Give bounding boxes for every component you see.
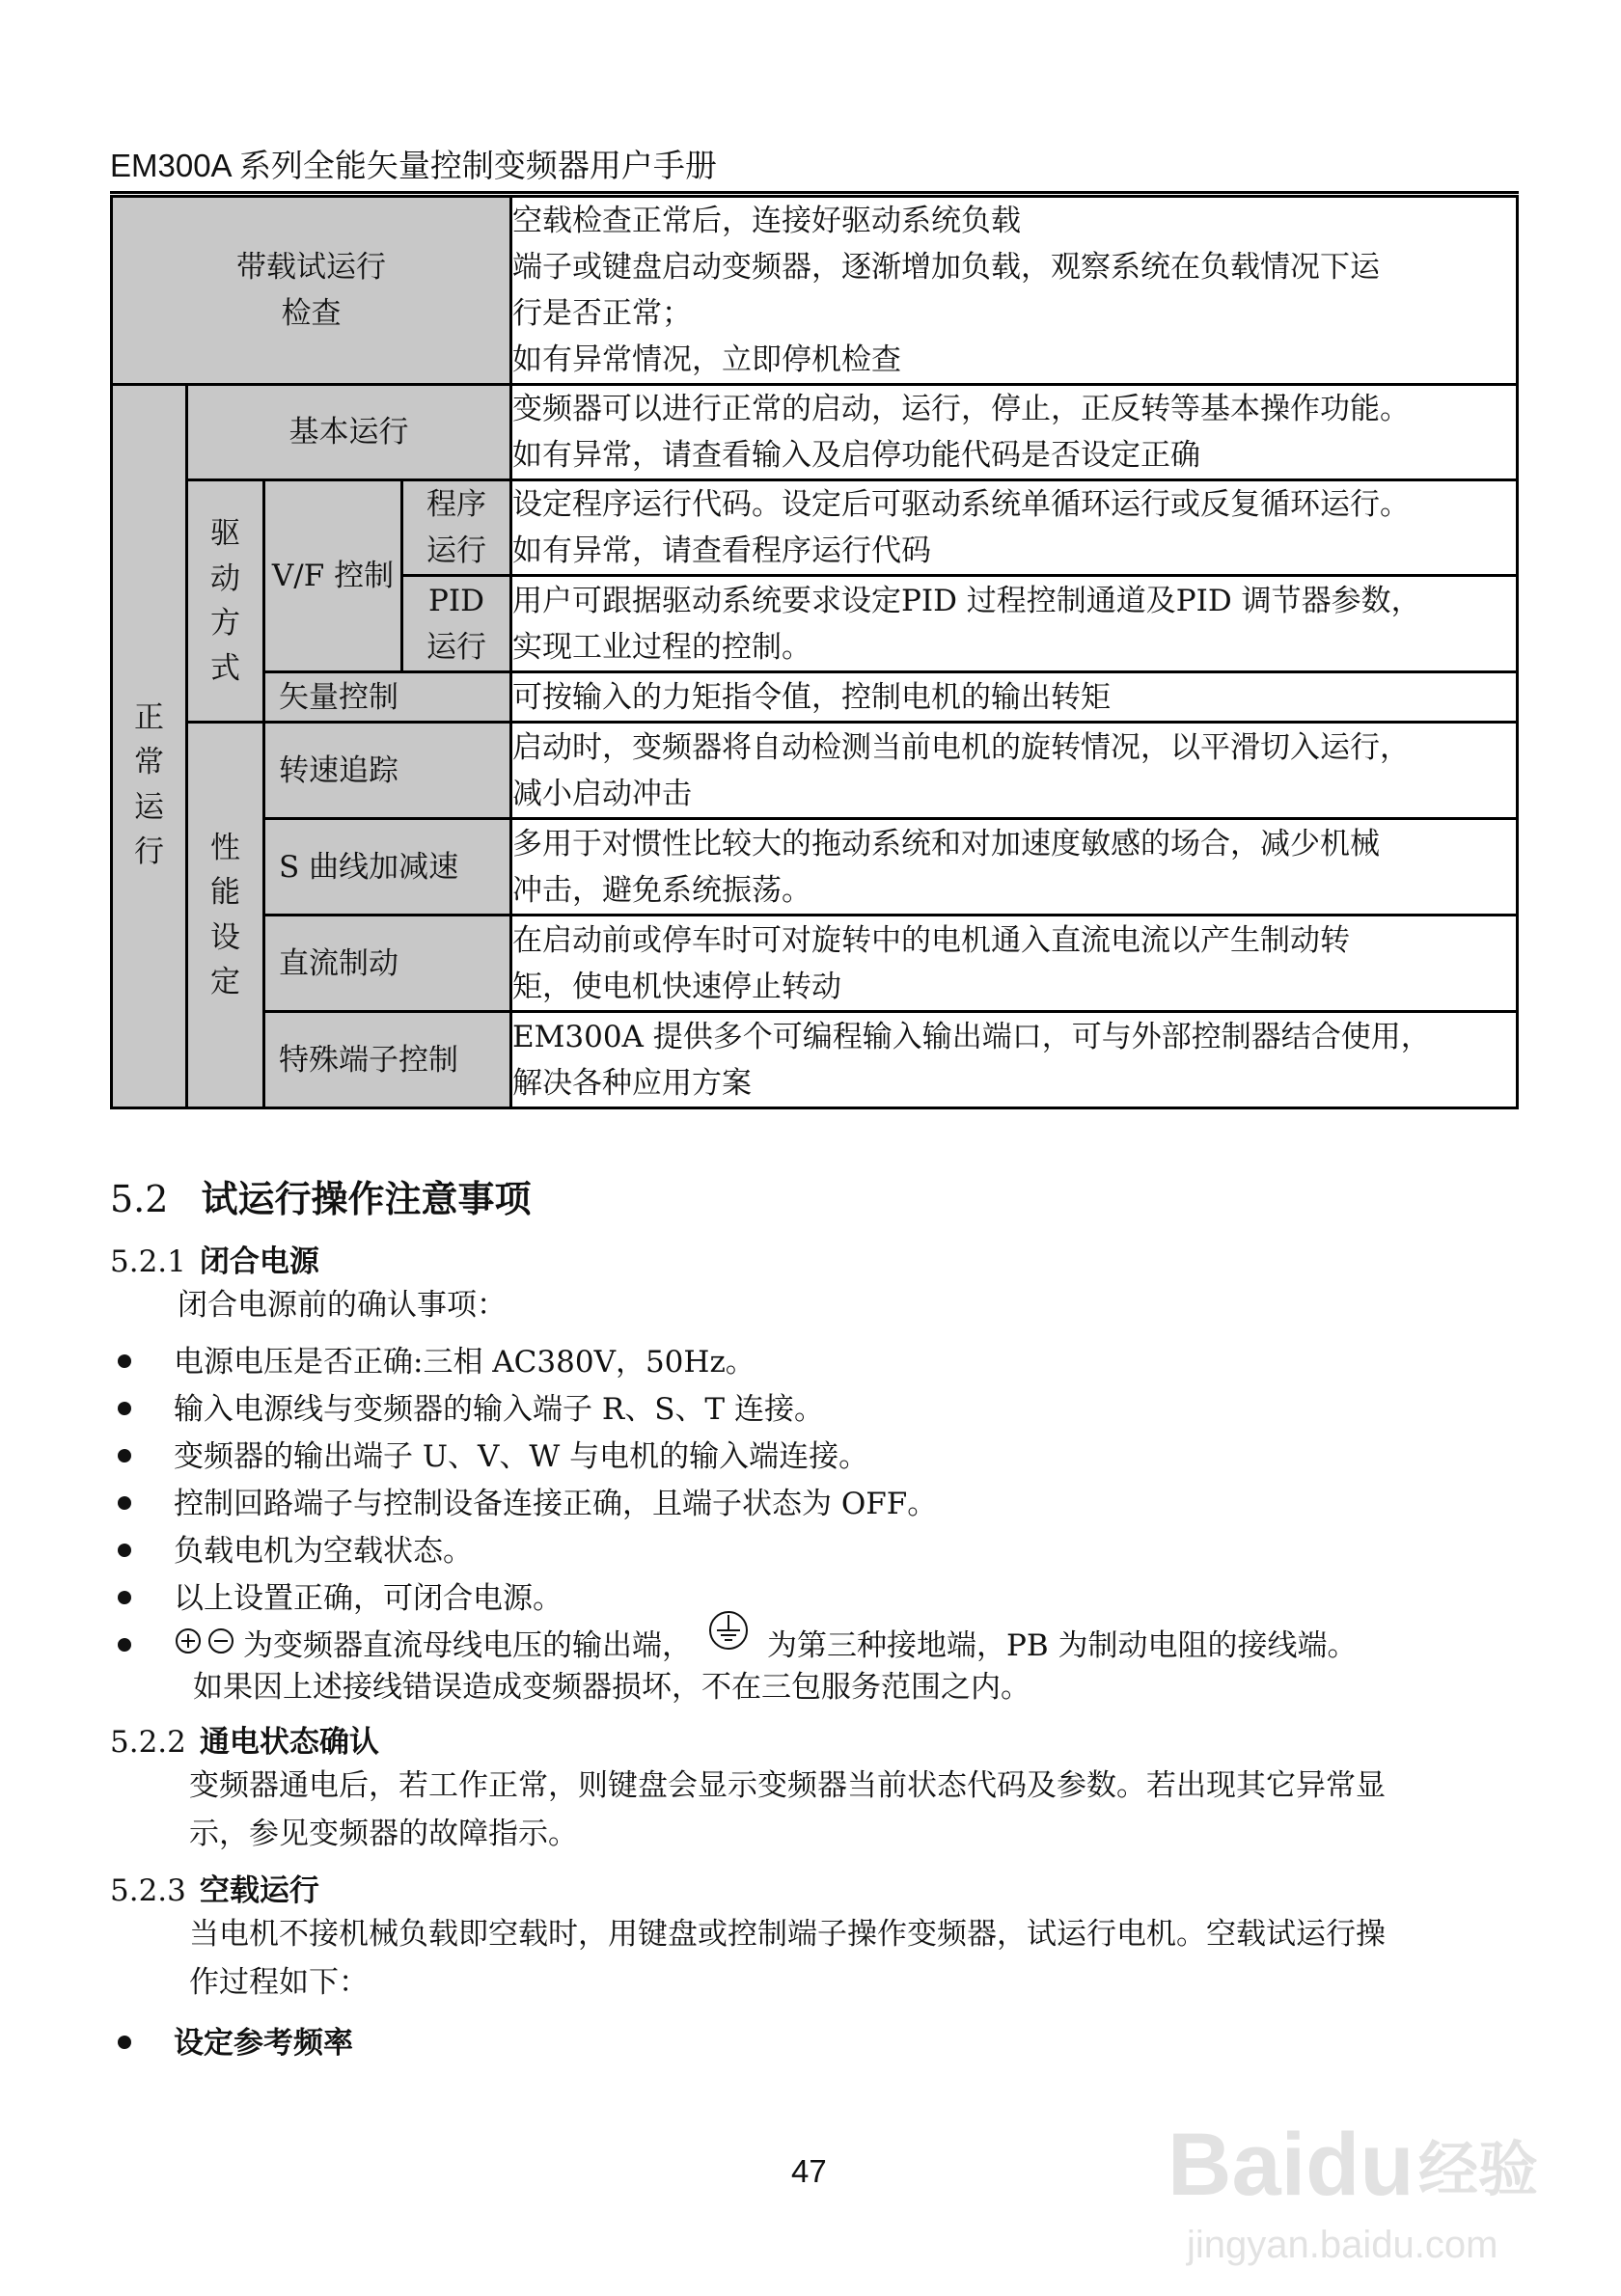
symbol-text-a: 为变频器直流母线电压的输出端， <box>243 1628 692 1663</box>
list-item <box>118 1384 824 1428</box>
drive-mode-label <box>187 480 264 723</box>
desc-line: EM300A 提供多个可编程输入输出端口，可与外部控制器结合使用， <box>512 1019 1431 1054</box>
list-item <box>118 1526 473 1570</box>
performance-setting-label <box>187 723 264 1108</box>
s-curve-label: S 曲线加减速 <box>264 819 511 916</box>
vector-control-label: 矢量控制 <box>264 672 511 723</box>
speed-tracking-desc <box>511 723 1518 819</box>
minus-terminal-icon <box>206 1626 235 1663</box>
basic-run-label: 基本运行 <box>187 385 511 480</box>
list-item <box>118 1432 868 1475</box>
table-row <box>112 723 1518 819</box>
vector-control-desc: 可按输入的力矩指令值，控制电机的输出转矩 <box>511 672 1518 723</box>
vertical-char: 驱 <box>210 516 240 552</box>
table-row <box>112 819 1518 916</box>
vf-control-label: V/F 控制 <box>264 480 402 672</box>
list-item <box>118 1479 937 1522</box>
subsection-number: 5.2.3 <box>110 1873 186 1908</box>
subsection-number: 5.2.2 <box>110 1725 186 1760</box>
watermark-url: jingyan.baidu.com <box>1187 2224 1498 2266</box>
load-test-desc <box>511 197 1518 385</box>
desc-line: 行是否正常； <box>512 296 692 332</box>
paragraph-line: 作过程如下： <box>189 1965 369 2000</box>
baidu-watermark-logo <box>1158 2093 1544 2286</box>
vertical-char: 式 <box>210 650 240 686</box>
load-test-label <box>112 197 511 385</box>
desc-line: 矩，使电机快速停止转动 <box>512 969 841 1004</box>
vertical-char: 运 <box>134 789 164 825</box>
header-title: EM300A 系列全能矢量控制变频器用户手册 <box>110 148 717 183</box>
power-status-text <box>189 1762 1521 1858</box>
table-row <box>112 672 1518 723</box>
bullet-dot <box>118 1638 131 1652</box>
bullet-dot <box>118 1496 131 1510</box>
watermark-cn: 经验 <box>1418 2134 1539 2204</box>
list-item-text: 设定参考频率 <box>174 2026 353 2061</box>
desc-line: 用户可跟据驱动系统要求设定PID 过程控制通道及PID 调节器参数， <box>512 583 1421 618</box>
watermark-brand: Baidu <box>1168 2116 1415 2214</box>
desc-line: 启动时，变频器将自动检测当前电机的旋转情况，以平滑切入运行， <box>512 729 1410 765</box>
basic-run-desc <box>511 385 1518 480</box>
desc-line: 减小启动冲击 <box>512 776 692 811</box>
subsection-heading-523 <box>110 1866 319 1909</box>
desc-line: 在启动前或停车时可对旋转中的电机通入直流电流以产生制动转 <box>512 922 1350 958</box>
page-header <box>110 133 1519 194</box>
table-row <box>112 916 1518 1012</box>
load-test-label-line: 检查 <box>281 296 342 332</box>
subsection-heading-521 <box>110 1237 319 1280</box>
vertical-char: 方 <box>210 606 240 642</box>
bullet-dot <box>118 1354 131 1368</box>
bullet-dot <box>118 1591 131 1604</box>
load-test-label-line: 带载试运行 <box>236 250 386 286</box>
label-line: 运行 <box>426 533 486 569</box>
bullet-dot <box>118 1402 131 1415</box>
list-item <box>118 1337 756 1380</box>
dc-brake-desc <box>511 916 1518 1012</box>
power-intro: 闭合电源前的确认事项： <box>178 1288 507 1323</box>
section-number: 5.2 <box>110 1178 169 1220</box>
table-row <box>112 1012 1518 1108</box>
label-line: 运行 <box>426 629 486 665</box>
bullet-dot <box>118 2036 131 2049</box>
page-number: 47 <box>791 2153 827 2189</box>
bullet-dot <box>118 1544 131 1557</box>
desc-line: 多用于对惯性比较大的拖动系统和对加速度敏感的场合，减少机械 <box>512 826 1380 861</box>
desc-line: 如有异常，请查看程序运行代码 <box>512 533 931 569</box>
list-item <box>118 2018 353 2062</box>
dc-brake-label: 直流制动 <box>264 916 511 1012</box>
table-row <box>112 480 1518 576</box>
vertical-char: 能 <box>210 875 240 911</box>
vertical-char: 设 <box>210 919 240 955</box>
desc-line: 冲击，避免系统振荡。 <box>512 872 811 908</box>
vertical-char: 常 <box>134 745 164 780</box>
trial-run-table <box>110 195 1519 1109</box>
plus-terminal-icon <box>174 1626 203 1663</box>
pid-run-desc <box>511 576 1518 672</box>
desc-line: 设定程序运行代码。设定后可驱动系统单循环运行或反复循环运行。 <box>512 487 1410 523</box>
vertical-char: 定 <box>210 965 240 1000</box>
vertical-char: 正 <box>134 699 164 735</box>
table-row <box>112 385 1518 480</box>
subsection-number: 5.2.1 <box>110 1244 186 1279</box>
desc-line: 如有异常情况，立即停机检查 <box>512 342 901 378</box>
warranty-note: 如果因上述接线错误造成变频器损坏，不在三包服务范围之内。 <box>193 1670 1030 1705</box>
table-row <box>112 197 1518 385</box>
list-item-text: 输入电源线与变频器的输入端子 R、S、T 连接。 <box>174 1392 824 1427</box>
desc-line: 空载检查正常后，连接好驱动系统负载 <box>512 204 1021 238</box>
paragraph-line: 当电机不接机械负载即空载时，用键盘或控制端子操作变频器，试运行电机。空载试运行操 <box>189 1917 1386 1952</box>
ground-icon <box>707 1609 750 1659</box>
pid-run-label <box>402 576 511 672</box>
list-item-text: 变频器的输出端子 U、V、W 与电机的输入端连接。 <box>174 1439 869 1474</box>
list-item-text: 负载电机为空载状态。 <box>174 1534 473 1569</box>
desc-line: 实现工业过程的控制。 <box>512 629 811 665</box>
s-curve-desc <box>511 819 1518 916</box>
program-run-desc <box>511 480 1518 576</box>
list-item <box>118 1573 563 1617</box>
desc-line: 端子或键盘启动变频器，逐渐增加负载，观察系统在负载情况下运 <box>512 250 1380 286</box>
subsection-title: 闭合电源 <box>199 1244 319 1279</box>
vertical-char: 动 <box>210 560 240 596</box>
desc-line: 如有异常，请查看输入及启停功能代码是否设定正确 <box>512 438 1200 474</box>
list-item-text: 电源电压是否正确:三相 AC380V，50Hz。 <box>174 1345 756 1380</box>
desc-line: 解决各种应用方案 <box>512 1065 752 1101</box>
label-line: 程序 <box>426 487 486 523</box>
symbol-text-b: 为第三种接地端，PB 为制动电阻的接线端。 <box>767 1628 1358 1663</box>
vertical-char: 行 <box>134 834 164 870</box>
section-title-text: 试运行操作注意事项 <box>201 1177 532 1220</box>
list-item-text: 控制回路端子与控制设备连接正确，且端子状态为 OFF。 <box>174 1487 938 1521</box>
special-terminal-desc <box>511 1012 1518 1108</box>
speed-tracking-label: 转速追踪 <box>264 723 511 819</box>
list-item-text: 以上设置正确，可闭合电源。 <box>174 1581 563 1616</box>
paragraph-line: 示，参见变频器的故障指示。 <box>189 1817 578 1851</box>
subsection-title: 空载运行 <box>199 1873 319 1908</box>
subsection-title: 通电状态确认 <box>199 1725 379 1760</box>
no-load-text <box>189 1910 1521 2007</box>
program-run-label <box>402 480 511 576</box>
vertical-char: 性 <box>210 830 240 865</box>
bullet-dot <box>118 1449 131 1462</box>
label-line: PID <box>428 583 484 618</box>
special-terminal-label: 特殊端子控制 <box>264 1012 511 1108</box>
paragraph-line: 变频器通电后，若工作正常，则键盘会显示变频器当前状态代码及参数。若出现其它异常显 <box>189 1768 1386 1803</box>
normal-run-label <box>112 385 187 1108</box>
section-heading <box>110 1169 531 1222</box>
subsection-heading-522 <box>110 1717 379 1761</box>
desc-line: 变频器可以进行正常的启动，运行，停止，正反转等基本操作功能。 <box>512 392 1410 427</box>
